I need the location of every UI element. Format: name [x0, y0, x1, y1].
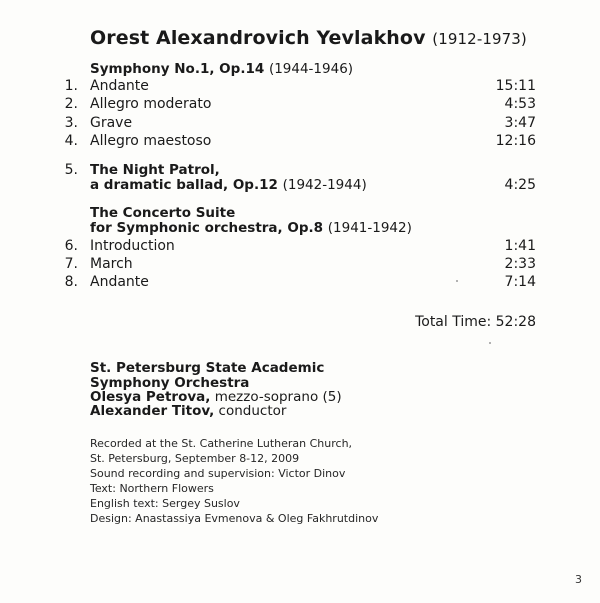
track-duration: 2:33 [504, 256, 536, 272]
track-duration: 15:11 [495, 78, 536, 94]
symphony-heading [90, 61, 353, 77]
night-patrol-title-line1: The Night Patrol, [90, 162, 220, 178]
track-title: March [90, 256, 133, 272]
track-duration: 4:53 [504, 96, 536, 112]
total-time: Total Time: 52:28 [415, 314, 536, 330]
suite-years: (1941-1942) [327, 220, 412, 236]
credit-line: Design: Anastassiya Evmenova & Oleg Fakhrutdinov [90, 512, 379, 525]
night-patrol-title-line2 [90, 177, 367, 193]
track-number: 2. [64, 96, 78, 112]
symphony-years: (1944-1946) [268, 61, 354, 77]
track-title: Andante [90, 274, 149, 290]
suite-subtitle: for Symphonic orchestra, Op.8 [90, 220, 324, 236]
scan-speck [456, 280, 458, 282]
track-number: 8. [64, 274, 78, 290]
conductor-role: conductor [218, 403, 287, 419]
soloist-name: Olesya Petrova, [90, 389, 211, 405]
soloist-role: mezzo-soprano (5) [214, 389, 342, 405]
credit-line: English text: Sergey Suslov [90, 497, 240, 510]
page-number: 3 [575, 573, 582, 586]
track-number: 1. [64, 78, 78, 94]
orchestra-line2: Symphony Orchestra [90, 375, 250, 391]
orchestra-line1: St. Petersburg State Academic [90, 360, 325, 376]
track-duration: 3:47 [504, 115, 536, 131]
track-number: 3. [64, 115, 78, 131]
credit-line: Recorded at the St. Catherine Lutheran Church, [90, 437, 353, 450]
track-title: Allegro maestoso [90, 133, 212, 149]
track-number: 7. [64, 256, 78, 272]
track-title: Grave [90, 115, 133, 131]
track-duration: 4:25 [504, 177, 536, 193]
track-title: Andante [90, 78, 149, 94]
track-number: 4. [64, 133, 78, 149]
credit-line: Sound recording and supervision: Victor Dinov [90, 467, 346, 480]
conductor-name: Alexander Titov, [90, 403, 215, 419]
night-patrol-subtitle: a dramatic ballad, Op.12 [90, 177, 278, 193]
track-duration: 7:14 [504, 274, 536, 290]
composer-title [90, 27, 527, 49]
night-patrol-years: (1942-1944) [282, 177, 367, 193]
track-duration: 12:16 [495, 133, 536, 149]
symphony-title: Symphony No.1, Op.14 [90, 61, 265, 77]
credit-line: Text: Northern Flowers [90, 482, 214, 495]
track-title: Allegro moderato [90, 96, 212, 112]
suite-title-line2 [90, 220, 412, 236]
credit-line: St. Petersburg, September 8-12, 2009 [90, 452, 300, 465]
track-number: 6. [64, 238, 78, 254]
scan-speck [489, 342, 491, 344]
suite-title-line1: The Concerto Suite [90, 205, 236, 221]
track-number: 5. [64, 162, 78, 178]
track-duration: 1:41 [504, 238, 536, 254]
composer-name: Orest Alexandrovich Yevlakhov [90, 27, 426, 49]
track-title: Introduction [90, 238, 175, 254]
composer-years: (1912-1973) [432, 30, 527, 48]
